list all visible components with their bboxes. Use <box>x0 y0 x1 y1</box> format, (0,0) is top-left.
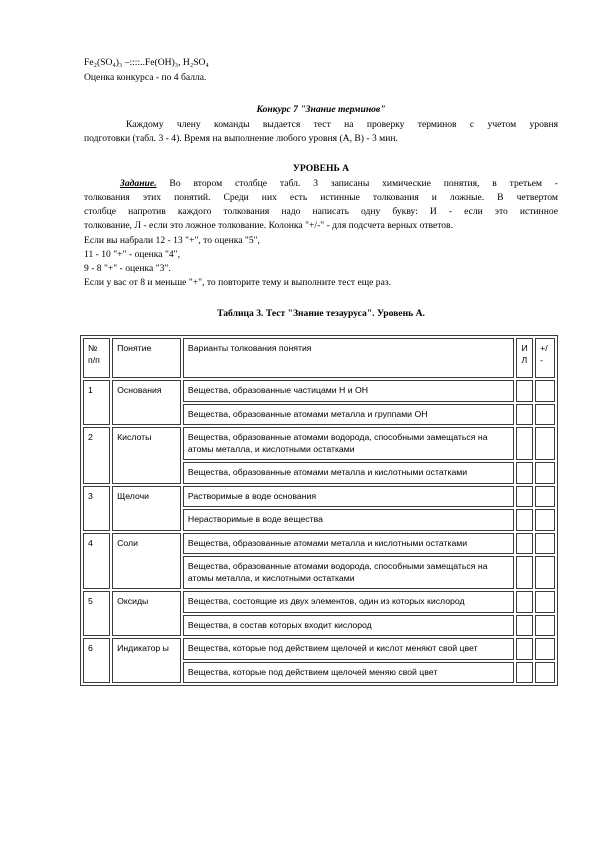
task-line-3: столбце напротив каждого толкования надо написать одну букву: И - если это истинное <box>84 206 558 217</box>
row-variant: Вещества, образованные атомами металла и кислотными остатками <box>183 533 515 555</box>
row-variant: Вещества, образованные атомами водорода, способными замещаться на атомы металла, и кислотными остатками <box>183 556 515 589</box>
il-answer-cell[interactable] <box>516 615 533 637</box>
il-answer-cell[interactable] <box>516 486 533 508</box>
row-variant: Вещества, состоящие из двух элементов, один из которых кислород <box>183 591 515 613</box>
task-line-1-text: Во втором столбце табл. 3 записаны химические понятия, в третьем - <box>156 178 558 189</box>
il-answer-cell[interactable] <box>516 427 533 460</box>
row-number: 5 <box>83 591 110 636</box>
table-caption: Таблица 3. Тест "Знание тезауруса". Уровень А. <box>217 308 425 319</box>
table-row <box>83 591 555 613</box>
thesaurus-test-table <box>80 335 558 686</box>
score-line: Оценка конкурса - по 4 балла. <box>84 72 207 83</box>
task-line-1 <box>120 178 558 190</box>
table-row <box>83 533 555 555</box>
row-concept: Соли <box>112 533 181 590</box>
row-variant: Вещества, образованные атомами металла и группами ОН <box>183 404 515 426</box>
table-row <box>83 380 555 402</box>
plus-minus-cell[interactable] <box>535 533 555 555</box>
plus-minus-cell[interactable] <box>535 427 555 460</box>
il-answer-cell[interactable] <box>516 662 533 684</box>
contest-desc-line-1: Каждому члену команды выдается тест на проверку терминов с учетом уровня <box>126 119 558 130</box>
header-num: № п/п <box>83 338 110 378</box>
il-answer-cell[interactable] <box>516 404 533 426</box>
il-answer-cell[interactable] <box>516 533 533 555</box>
grading-line-2: 11 - 10 "+" - оценка "4", <box>84 249 180 260</box>
plus-minus-cell[interactable] <box>535 486 555 508</box>
il-answer-cell[interactable] <box>516 591 533 613</box>
header-variants: Варианты толкования понятия <box>183 338 515 378</box>
row-variant: Вещества, которые под действием щелочей меняю свой цвет <box>183 662 515 684</box>
plus-minus-cell[interactable] <box>535 591 555 613</box>
task-label: Задание. <box>120 178 157 189</box>
il-answer-cell[interactable] <box>516 638 533 660</box>
contest-desc-line-2: подготовки (табл. 3 - 4). Время на выполнение любого уровня (А, В) - 3 мин. <box>84 133 398 144</box>
plus-minus-cell[interactable] <box>535 556 555 589</box>
plus-minus-cell[interactable] <box>535 638 555 660</box>
row-concept: Основания <box>112 380 181 425</box>
plus-minus-cell[interactable] <box>535 662 555 684</box>
plus-minus-cell[interactable] <box>535 462 555 484</box>
plus-minus-cell[interactable] <box>535 380 555 402</box>
row-variant: Растворимые в воде основания <box>183 486 515 508</box>
table-row <box>83 427 555 460</box>
row-variant: Вещества, образованные частицами Н и ОН <box>183 380 515 402</box>
header-concept: Понятие <box>112 338 181 378</box>
row-number: 3 <box>83 486 110 531</box>
row-number: 1 <box>83 380 110 425</box>
row-number: 2 <box>83 427 110 484</box>
plus-minus-cell[interactable] <box>535 509 555 531</box>
task-line-2: толкования этих понятий. Среди них есть истинные толкования и ложные. В четвертом <box>84 192 558 203</box>
header-il: И Л <box>516 338 533 378</box>
row-concept: Щелочи <box>112 486 181 531</box>
level-title: УРОВЕНЬ А <box>292 163 350 174</box>
row-number: 6 <box>83 638 110 683</box>
row-concept: Кислоты <box>112 427 181 484</box>
row-number: 4 <box>83 533 110 590</box>
table-header-row <box>83 338 555 378</box>
grading-line-1: Если вы набрали 12 - 13 "+", то оценка "5", <box>84 235 260 246</box>
formula-line: Fe₂(SO₄)₃ –::::..Fe(OH)₃, H₂SO₄ <box>84 57 209 68</box>
row-variant: Вещества, образованные атомами металла и кислотными остатками <box>183 462 515 484</box>
grading-line-3: 9 - 8 "+" - оценка "3". <box>84 263 171 274</box>
task-line-4: толкование, Л - если это ложное толкование. Колонка "+/-" - для подсчета верных ответов. <box>84 220 453 231</box>
contest-title: Конкурс 7 "Знание терминов" <box>256 104 386 115</box>
il-answer-cell[interactable] <box>516 462 533 484</box>
il-answer-cell[interactable] <box>516 380 533 402</box>
row-concept: Индикатор ы <box>112 638 181 683</box>
row-variant: Нерастворимые в воде вещества <box>183 509 515 531</box>
il-answer-cell[interactable] <box>516 509 533 531</box>
plus-minus-cell[interactable] <box>535 615 555 637</box>
plus-minus-cell[interactable] <box>535 404 555 426</box>
row-variant: Вещества, в состав которых входит кислород <box>183 615 515 637</box>
row-concept: Оксиды <box>112 591 181 636</box>
row-variant: Вещества, образованные атомами водорода, способными замещаться на атомы металла, и кислотными остатками <box>183 427 515 460</box>
il-answer-cell[interactable] <box>516 556 533 589</box>
header-pm: +/ - <box>535 338 555 378</box>
grading-line-4: Если у вас от 8 и меньше "+", то повторите тему и выполните тест еще раз. <box>84 277 392 288</box>
table-row <box>83 638 555 660</box>
table-row <box>83 486 555 508</box>
row-variant: Вещества, которые под действием щелочей и кислот меняют свой цвет <box>183 638 515 660</box>
